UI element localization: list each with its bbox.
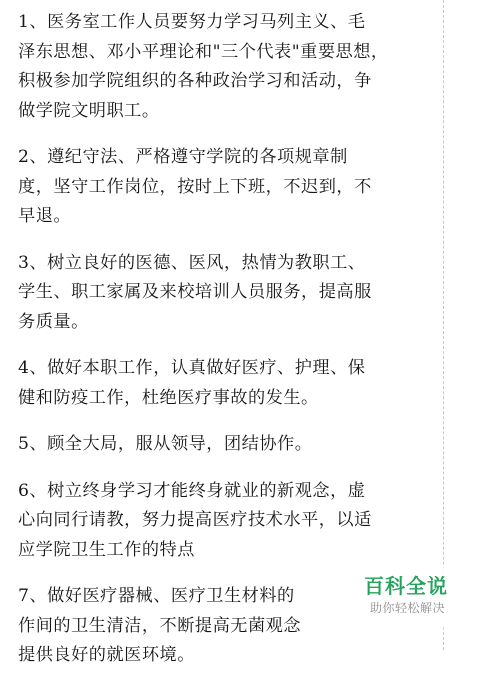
rule-text-line: 3、树立良好的医德、医风，热情为教职工、	[18, 252, 366, 273]
rule-item-6	[18, 477, 440, 566]
rule-item-2	[18, 143, 440, 232]
rule-text-line: 做学院文明职工。	[18, 100, 160, 121]
rule-text-line: 早退。	[18, 206, 72, 226]
rule-item-1	[18, 8, 440, 126]
rule-text-line: 务质量。	[18, 311, 89, 332]
rule-text-line: 6、树立终身学习才能终身就业的新观念，虚	[18, 480, 366, 501]
rule-text-line: 心向同行请教，努力提高医疗技术水平，以适	[18, 510, 372, 530]
rule-text-line: 应学院卫生工作的特点	[18, 539, 195, 560]
rule-text-line: 积极参加学院组织的各种政治学习和活动，争	[18, 71, 372, 91]
rule-text-line: 7、做好医疗器械、医疗卫生材料的	[18, 586, 295, 606]
rule-text-line: 作间的卫生清洁，不断提高无菌观念	[18, 615, 302, 636]
margin-divider	[443, 0, 444, 650]
rule-text-line: 4、做好本职工作，认真做好医疗、护理、保	[18, 358, 366, 378]
rule-text-line: 度，坚守工作岗位，按时上下班，不迟到，不	[18, 176, 372, 197]
rule-text-line: 学生、职工家属及来校培训人员服务，提高服	[18, 282, 372, 302]
rule-item-3	[18, 249, 440, 338]
rule-text-line: 提供良好的就医环境。	[18, 645, 195, 665]
watermark-subtitle: 助你轻松解决	[370, 601, 446, 615]
rule-item-5	[18, 430, 440, 460]
rule-text-line: 5、顾全大局，服从领导，团结协作。	[18, 434, 313, 454]
rule-text-line: 1、医务室工作人员要努力学习马列主义、毛	[18, 12, 366, 32]
rule-text-line: 泽东思想、邓小平理论和"三个代表"重要思想，	[18, 41, 389, 62]
rule-text-line: 健和防疫工作，杜绝医疗事故的发生。	[18, 387, 319, 408]
watermark-title: 百科全说	[364, 574, 448, 598]
watermark-logo	[350, 568, 470, 626]
rule-text-line: 2、遵纪守法、严格遵守学院的各项规章制	[18, 147, 348, 167]
rule-item-4	[18, 354, 440, 413]
